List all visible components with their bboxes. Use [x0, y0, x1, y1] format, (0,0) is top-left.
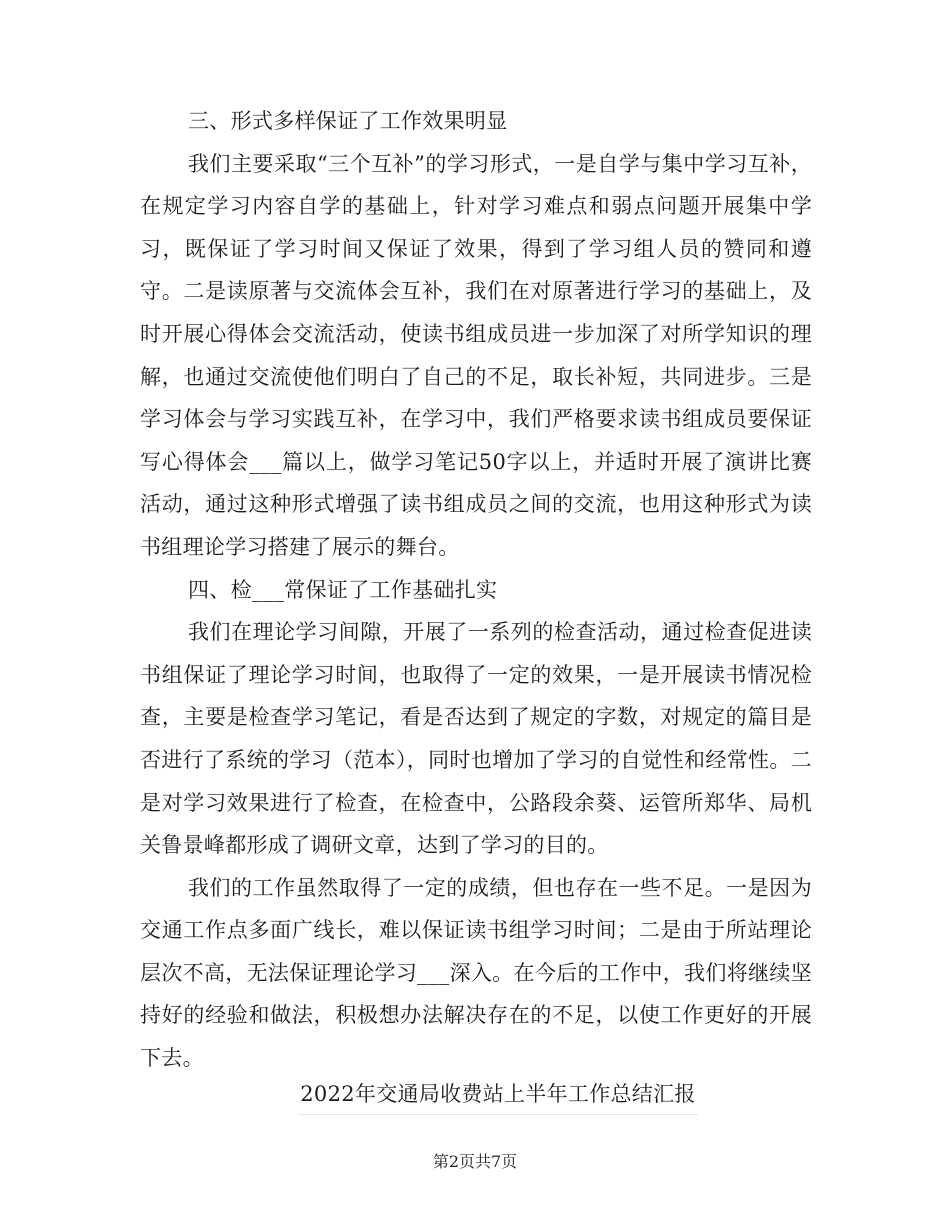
- section-four-paragraph: 我们在理论学习间隙，开展了一系列的检查活动，通过检查促进读书组保证了理论学习时间，也取得了一定的效果，一是开展读书情况检查，主要是检查学习笔记，看是否达到了规定的字数，对规定的篇目是否进行了系统的学习（范本），同时也增加了学习的自觉性和经常性。二是对学习效果进行了检查，在检查中，公路段余葵、运管所郑华、局机关鲁景峰都形成了调研文章，达到了学习的目的。: [140, 620, 812, 858]
- page-number-footer: 第2页共7页: [432, 1152, 518, 1171]
- next-document-title: 2022年交通局收费站上半年工作总结汇报: [298, 1074, 698, 1115]
- section-heading-four: 四、检___常保证了工作基础扎实: [188, 577, 498, 602]
- section-heading-three: 三、形式多样保证了工作效果明显: [188, 109, 508, 133]
- conclusion-paragraph: 我们的工作虽然取得了一定的成绩，但也存在一些不足。一是因为交通工作点多面广线长，难以保证读书组学习时间；二是由于所站理论层次不高，无法保证理论学习___深入。在今后的工作中，我们将继续坚持好的经验和做法，积极想办法解决存在的不足，以使工作更好的开展下去。: [140, 875, 812, 1071]
- document-body: [140, 100, 812, 1080]
- section-three-paragraph: 我们主要采取“三个互补”的学习形式，一是自学与集中学习互补，在规定学习内容自学的基础上，针对学习难点和弱点问题开展集中学习，既保证了学习时间又保证了效果，得到了学习组人员的赞同和遵守。二是读原著与交流体会互补，我们在对原著进行学习的基础上，及时开展心得体会交流活动，使读书组成员进一步加深了对所学知识的理解，也通过交流使他们明白了自己的不足，取长补短，共同进步。三是学习体会与学习实践互补，在学习中，我们严格要求读书组成员要保证写心得体会___篇以上，做学习笔记50字以上，并适时开展了演讲比赛活动，通过这种形式增强了读书组成员之间的交流，也用这种形式为读书组理论学习搭建了展示的舞台。: [140, 151, 812, 559]
